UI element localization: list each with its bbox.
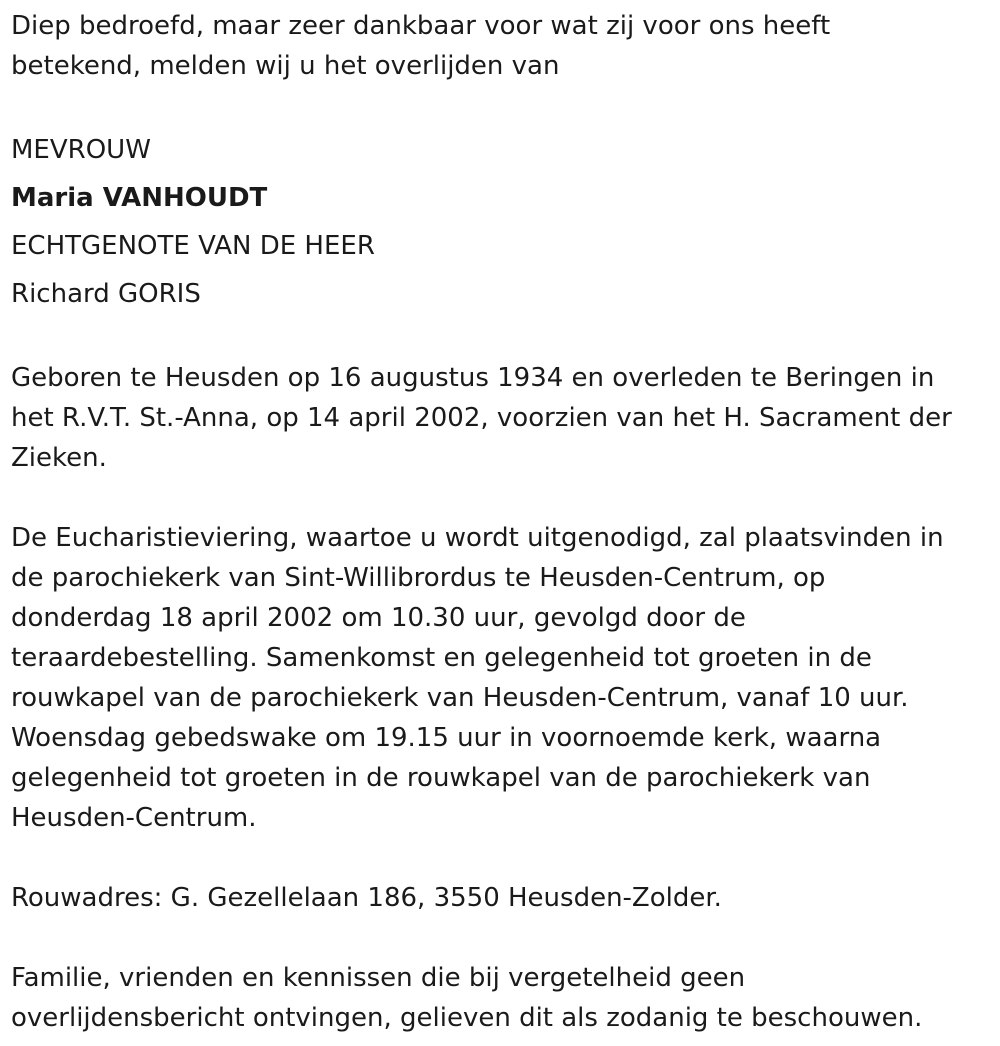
closing-line: overlijdensbericht ontvingen, gelieven dit als zodanig te beschouwen. (11, 1003, 923, 1033)
intro-line: Diep bedroefd, maar zeer dankbaar voor wat zij voor ons heeft (11, 11, 831, 41)
birth-death-line: Geboren te Heusden op 16 augustus 1934 en overleden te Beringen in (11, 363, 935, 393)
paragraph-gap (11, 838, 986, 878)
intro-paragraph (11, 6, 986, 86)
ceremony-line: rouwkapel van de parochiekerk van Heusden-Centrum, vanaf 10 uur. (11, 683, 909, 713)
ceremony-line: donderdag 18 april 2002 om 10.30 uur, gevolgd door de (11, 603, 746, 633)
paragraph-gap (11, 478, 986, 518)
paragraph-gap (11, 318, 986, 358)
ceremony-line: Heusden-Centrum. (11, 803, 257, 833)
obituary-notice (11, 6, 986, 1038)
birth-death-line: Zieken. (11, 443, 107, 473)
closing-line: Familie, vrienden en kennissen die bij vergetelheid geen (11, 963, 746, 993)
paragraph-gap (11, 86, 986, 126)
intro-line: betekend, melden wij u het overlijden van (11, 51, 560, 81)
ceremony-line: gelegenheid tot groeten in de rouwkapel van de parochiekerk van (11, 763, 871, 793)
ceremony-line: de parochiekerk van Sint-Willibrordus te Heusden-Centrum, op (11, 563, 826, 593)
spouse-name: Richard GORIS (11, 279, 201, 309)
closing-paragraph (11, 958, 986, 1038)
birth-death-line: het R.V.T. St.-Anna, op 14 april 2002, voorzien van het H. Sacrament der (11, 403, 952, 433)
relation-line: ECHTGENOTE VAN DE HEER (11, 231, 375, 261)
address-line: Rouwadres: G. Gezellelaan 186, 3550 Heusden-Zolder. (11, 883, 722, 913)
paragraph-gap (11, 918, 986, 958)
ceremony-paragraph (11, 518, 986, 838)
birth-death-paragraph (11, 358, 986, 478)
address-paragraph (11, 878, 986, 918)
title-line: MEVROUW (11, 135, 151, 165)
ceremony-line: De Eucharistieviering, waartoe u wordt uitgenodigd, zal plaatsvinden in (11, 523, 944, 553)
deceased-block (11, 126, 986, 318)
ceremony-line: teraardebestelling. Samenkomst en gelegenheid tot groeten in de (11, 643, 872, 673)
ceremony-line: Woensdag gebedswake om 19.15 uur in voornoemde kerk, waarna (11, 723, 882, 753)
deceased-name: Maria VANHOUDT (11, 183, 268, 213)
